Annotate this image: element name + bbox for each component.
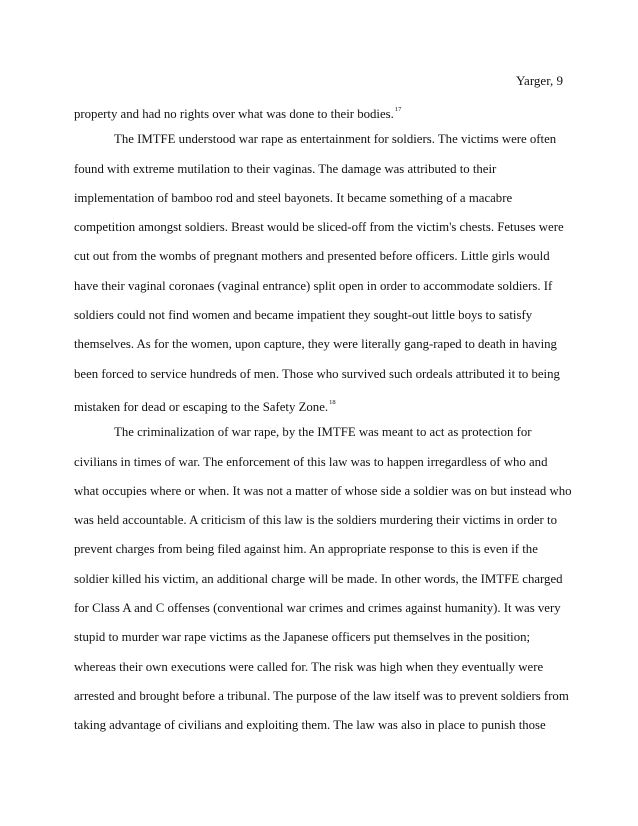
line-text: themselves. As for the women, upon capture, they were literally gang-raped to death in having [74, 337, 557, 352]
line-text: whereas their own executions were called for. The risk was high when they eventually were [74, 659, 544, 674]
text-line [74, 307, 574, 336]
text-line [74, 717, 574, 746]
footnote-marker: 18 [329, 398, 336, 406]
line-text: what occupies where or when. It was not a matter of whose side a soldier was on but instead who [74, 483, 572, 498]
line-text: was held accountable. A criticism of this law is the soldiers murdering their victims in order to [74, 513, 557, 528]
line-text: for Class A and C offenses (conventional war crimes and crimes against humanity). It was very [74, 601, 561, 616]
text-line [74, 483, 574, 512]
text-line [74, 688, 574, 717]
body-text [74, 102, 574, 747]
line-text: prevent charges from being filed against him. An appropriate response to this is even if the [74, 542, 538, 557]
line-text: stupid to murder war rape victims as the Japanese officers put themselves in the position; [74, 630, 531, 645]
text-line [74, 102, 574, 131]
line-text: property and had no rights over what was done to their bodies. [74, 107, 394, 121]
text-line [74, 424, 574, 453]
text-line [74, 454, 574, 483]
footnote-marker: 17 [394, 106, 402, 113]
text-line [74, 629, 574, 658]
line-text: soldiers could not find women and became impatient they sought-out little boys to satisfy [74, 308, 533, 323]
text-line [74, 248, 574, 277]
text-line [74, 190, 574, 219]
line-text: taking advantage of civilians and exploiting them. The law was also in place to punish those [74, 718, 546, 733]
line-text: found with extreme mutilation to their vaginas. The damage was attributed to their [74, 161, 497, 176]
text-line [74, 219, 574, 248]
text-line [74, 512, 574, 541]
text-line [74, 336, 574, 365]
text-line [74, 161, 574, 190]
text-line [74, 571, 574, 600]
text-line [74, 131, 574, 160]
line-text: have their vaginal coronaes (vaginal entrance) split open in order to accommodate soldiers. If [74, 278, 553, 293]
text-line [74, 278, 574, 307]
line-text: implementation of bamboo rod and steel bayonets. It became something of a macabre [74, 190, 513, 205]
text-line [74, 541, 574, 570]
line-text: civilians in times of war. The enforcement of this law was to happen irregardless of who and [74, 454, 548, 469]
line-text: competition amongst soldiers. Breast would be sliced-off from the victim's chests. Fetuses were [74, 220, 564, 235]
line-text: cut out from the wombs of pregnant mothers and presented before officers. Little girls would [74, 249, 550, 264]
line-text: been forced to service hundreds of men. Those who survived such ordeals attributed it to being [74, 366, 560, 381]
running-head: Yarger, 9 [515, 73, 563, 88]
text-line [74, 366, 574, 395]
line-text: arrested and brought before a tribunal. The purpose of the law itself was to prevent soldiers from [74, 688, 569, 703]
text-line [74, 395, 574, 424]
text-line [74, 659, 574, 688]
line-text: soldier killed his victim, an additional charge will be made. In other words, the IMTFE charged [74, 571, 563, 586]
text-line [74, 600, 574, 629]
line-text: The IMTFE understood war rape as entertainment for soldiers. The victims were often [114, 132, 557, 147]
line-text: mistaken for dead or escaping to the Safety Zone. [74, 399, 329, 414]
line-text: The criminalization of war rape, by the IMTFE was meant to act as protection for [114, 425, 532, 440]
